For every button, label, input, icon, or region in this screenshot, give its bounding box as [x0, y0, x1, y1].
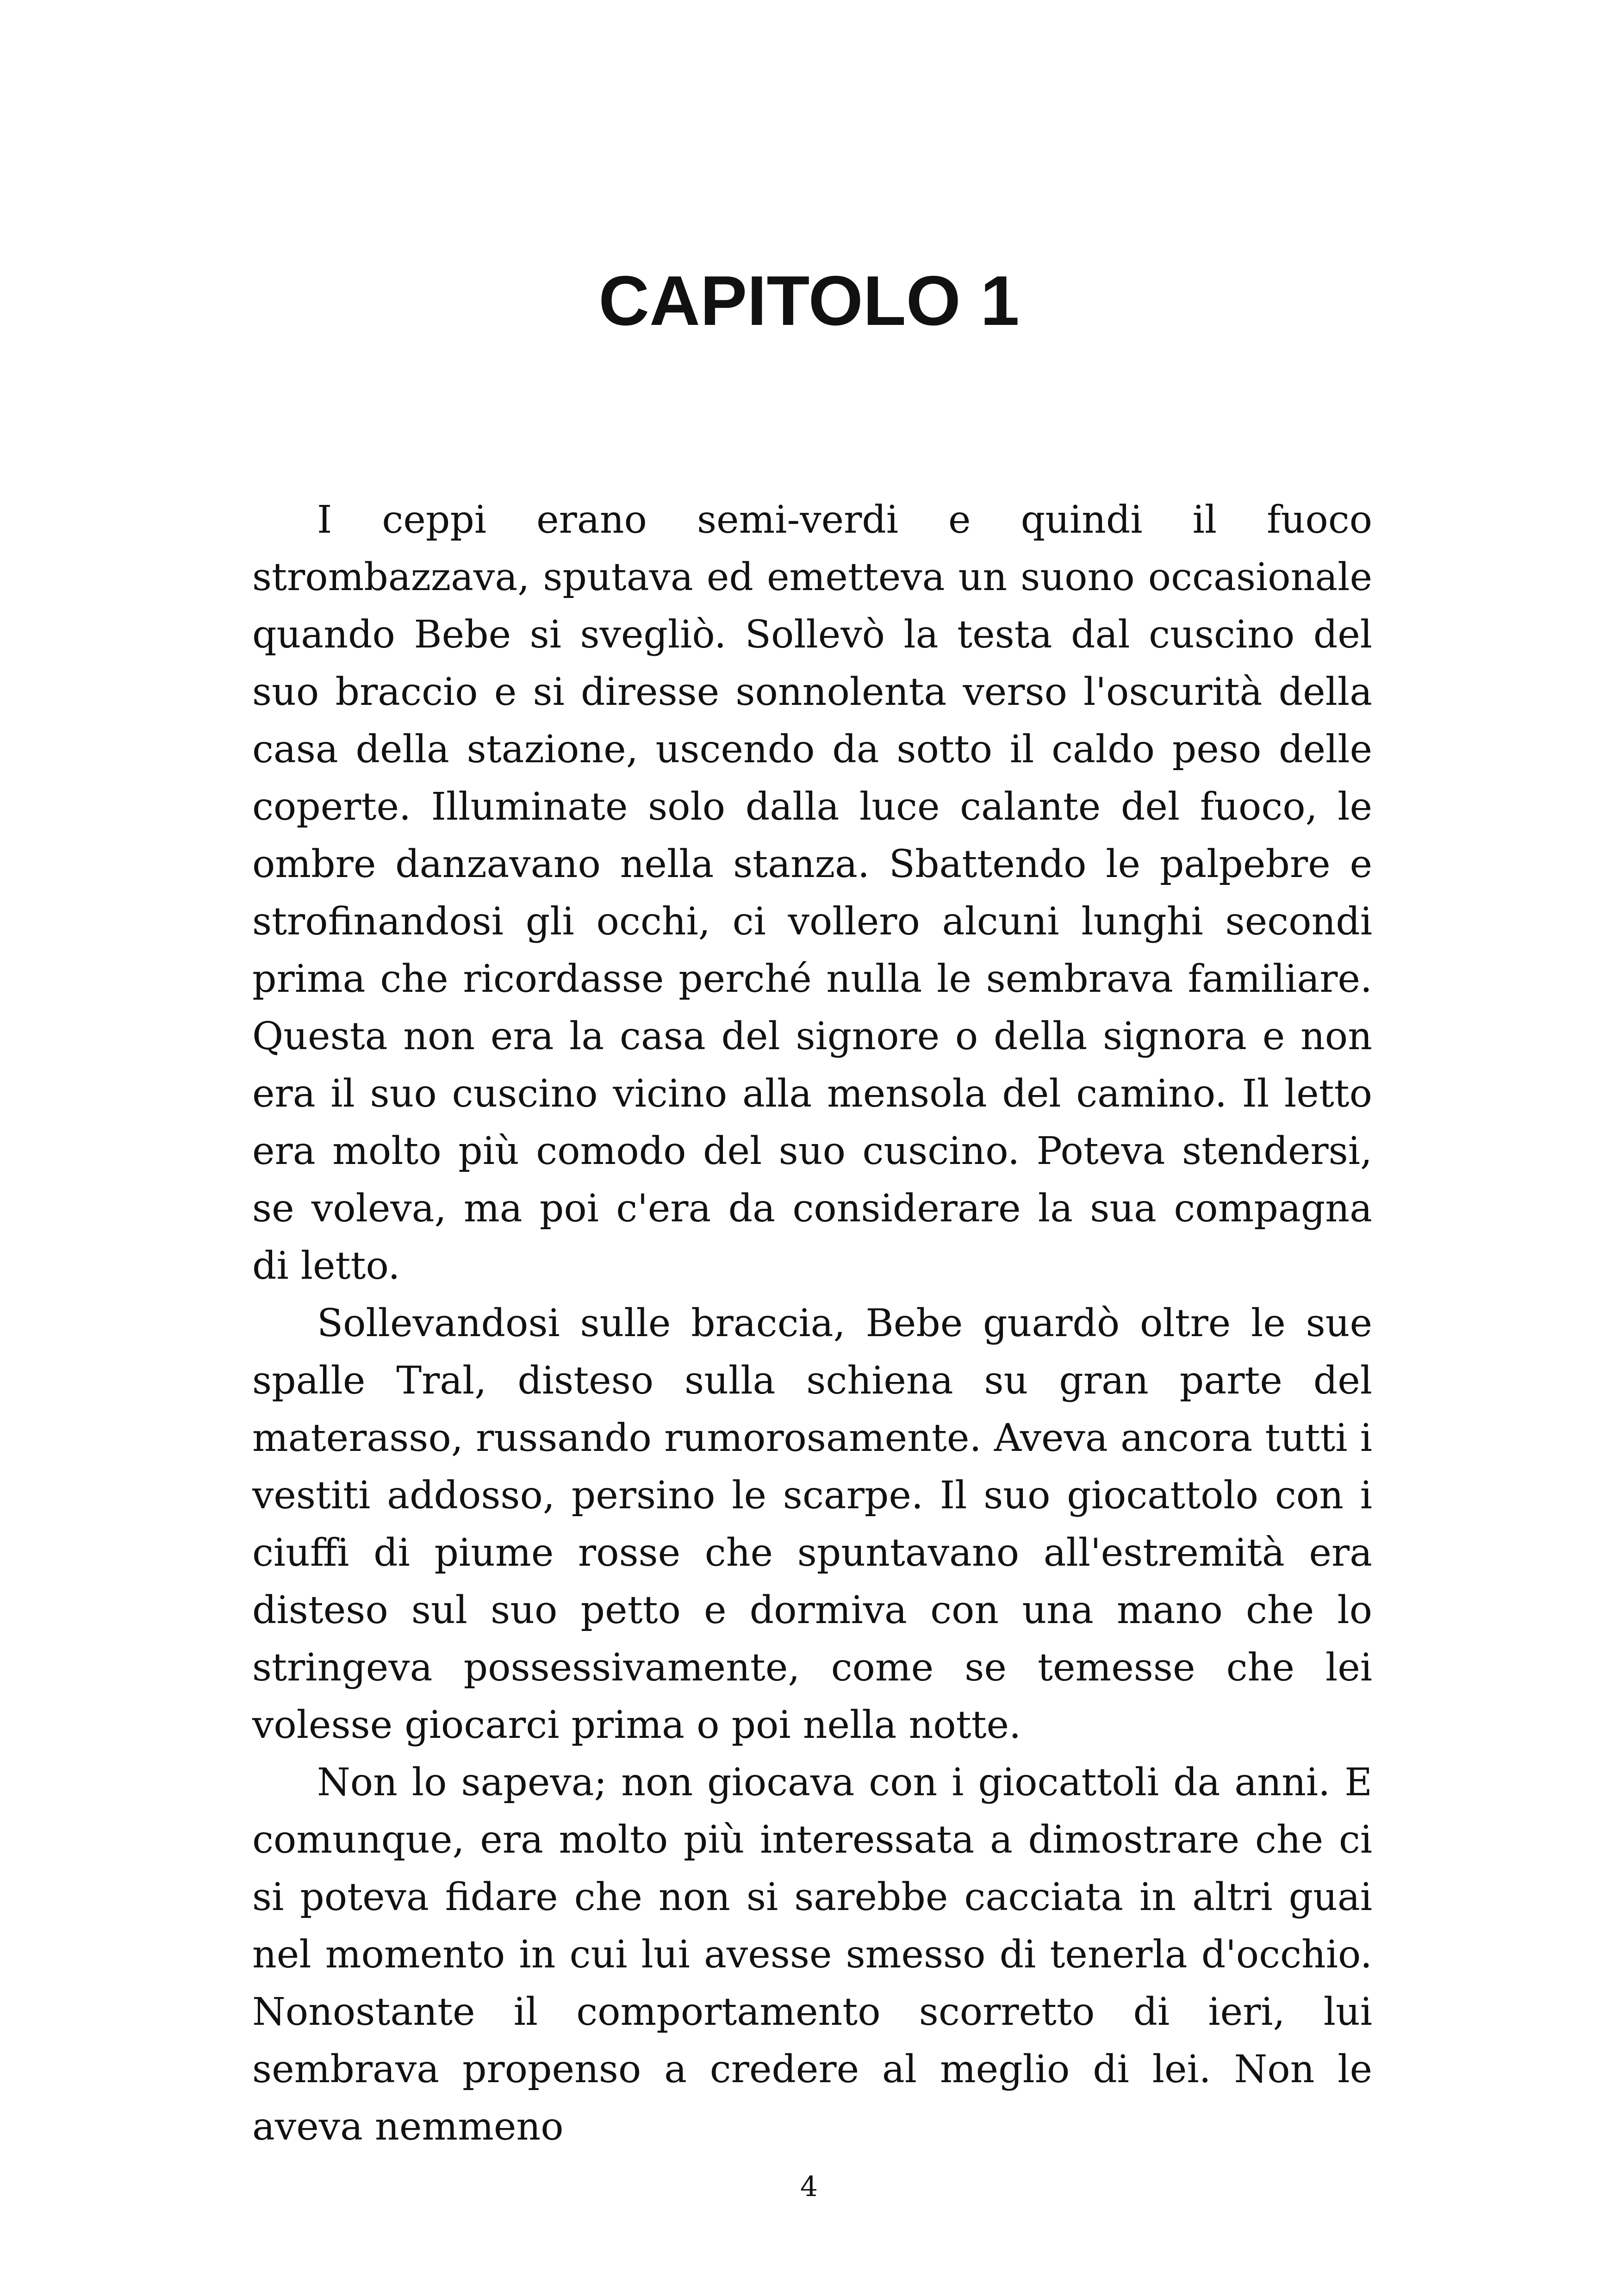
page-number: 4: [800, 2171, 818, 2203]
paragraph-2: Sollevandosi sulle braccia, Bebe guardò oltre le sue spalle Tral, disteso sulla schiena su gran parte del materasso, russando rumorosamente. Aveva ancora tutti i vestiti addosso, persino le scarpe. Il suo giocattolo con i ciuffi di piume rosse che spuntavano all'estremità era disteso sul suo petto e dormiva con una mano che lo stringeva possessivamente, come se temesse che lei volesse giocarci prima o poi nella notte.: [252, 1301, 1372, 1747]
paragraph-1: I ceppi erano semi-verdi e quindi il fuoco strombazzava, sputava ed emetteva un suono occasionale quando Bebe si svegliò. Sollevò la testa dal cuscino del suo braccio e si diresse sonnolenta verso l'oscurità della casa della stazione, uscendo da sotto il caldo peso delle coperte. Illuminate solo dalla luce calante del fuoco, le ombre danzavano nella stanza. Sbattendo le palpebre e strofinandosi gli occhi, ci vollero alcuni lunghi secondi prima che ricordasse perché nulla le sembrava familiare. Questa non era la casa del signore o della signora e non era il suo cuscino vicino alla mensola del camino. Il letto era molto più comodo del suo cuscino. Poteva stendersi, se voleva, ma poi c'era da considerare la sua compagna di letto.: [252, 498, 1372, 1288]
chapter-body: [252, 492, 1372, 2156]
chapter-title: CAPITOLO 1: [598, 261, 1020, 340]
paragraph-3: Non lo sapeva; non giocava con i giocattoli da anni. E comunque, era molto più interessata a dimostrare che ci si poteva fidare che non si sarebbe cacciata in altri guai nel momento in cui lui avesse smesso di tenerla d'occhio. Nonostante il comportamento scorretto di ieri, lui sembrava propenso a credere al meglio di lei. Non le aveva nemmeno: [252, 1761, 1372, 2149]
